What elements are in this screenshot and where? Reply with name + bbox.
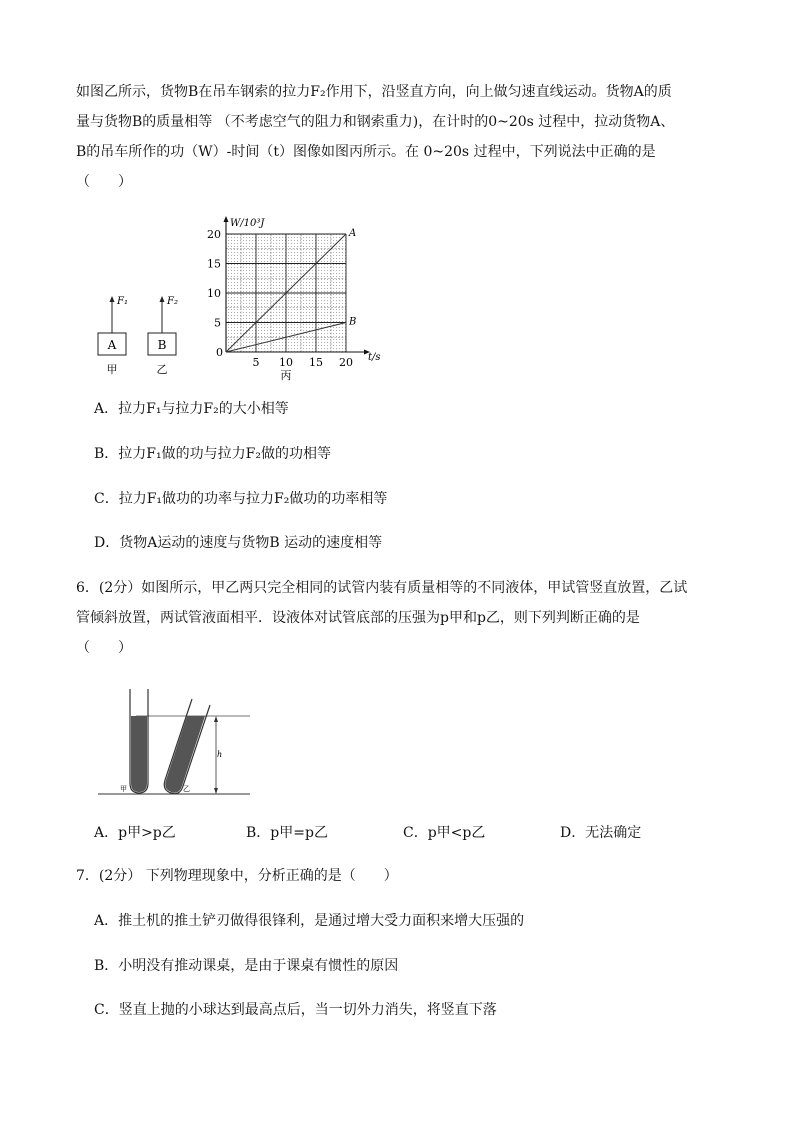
label-jia: 甲 xyxy=(120,785,127,793)
q6-stem-line-1: 6．(2分）如图所示，甲乙两只完全相同的试管内装有质量相等的不同液体，甲试管竖直放置，乙试 xyxy=(76,580,688,596)
label-bing: 丙 xyxy=(280,369,292,382)
q5-stem-line-2: 量与货物B的质量相等 （不考虑空气的阻力和钢索重力)，在计时的0~20s 过程中，拉动货物A、 xyxy=(76,114,675,130)
box-b-label: B xyxy=(157,338,167,352)
q5-answer-bracket: （ ） xyxy=(76,174,132,190)
q6-option-c[interactable]: C．p甲<p乙 xyxy=(403,825,486,841)
label-yi: 乙 xyxy=(156,363,168,376)
q6-stem-line-2: 管倾斜放置，两试管液面相平．设液体对试管底部的压强为p甲和p乙，则下列判断正确的是 xyxy=(76,610,640,626)
x-tick-label: 10 xyxy=(279,356,293,369)
q5-force-figure xyxy=(90,290,190,380)
q7-option-b[interactable]: B．小明没有推动课桌，是由于课桌有惯性的原因 xyxy=(94,958,399,974)
series-label-b: B xyxy=(349,316,357,328)
series-label-a: A xyxy=(349,228,357,239)
label-yi: 乙 xyxy=(183,785,190,793)
q6-option-d[interactable]: D．无法确定 xyxy=(560,825,642,841)
x-tick-label: 5 xyxy=(252,356,260,369)
liquid-jia xyxy=(131,716,147,792)
q5-option-d[interactable]: D．货物A运动的速度与货物B 运动的速度相等 xyxy=(94,535,383,551)
force-a-label: F₁ xyxy=(117,296,128,307)
q5-wt-chart xyxy=(200,212,390,382)
q6-option-b[interactable]: B．p甲=p乙 xyxy=(246,825,328,841)
x-tick-label: 20 xyxy=(339,356,353,369)
q5-stem-line-3: B的吊车所作的功（W）-时间（t）图像如图丙所示。在 0~20s 过程中，下列说法中正确的是 xyxy=(76,144,656,160)
y-axis-label: W/10³J xyxy=(230,218,265,229)
origin-label: 0 xyxy=(216,346,223,359)
y-tick-label: 15 xyxy=(207,257,221,271)
q6-test-tube-figure xyxy=(96,685,256,800)
q5-option-c[interactable]: C．拉力F₁做功的功率与拉力F₂做功的功率相等 xyxy=(94,491,388,507)
force-b-label: F₂ xyxy=(167,296,178,307)
q5-option-b[interactable]: B．拉力F₁做的功与拉力F₂做的功相等 xyxy=(94,446,331,462)
y-tick-label: 5 xyxy=(214,316,221,330)
q6-option-a[interactable]: A．p甲>p乙 xyxy=(94,825,176,841)
q7-option-c[interactable]: C．竖直上抛的小球达到最高点后，当一切外力消失，将竖直下落 xyxy=(94,1002,497,1018)
q5-stem-line-1: 如图乙所示，货物B在吊车钢索的拉力F₂作用下，沿竖直方向，向上做匀速直线运动。货物A的质 xyxy=(76,84,672,100)
q7-option-a[interactable]: A．推土机的推土铲刃做得很锋利，是通过增大受力面积来增大压强的 xyxy=(94,913,525,929)
box-a-label: A xyxy=(107,338,117,352)
x-axis-label: t/s xyxy=(368,352,381,363)
label-h: h xyxy=(217,750,223,759)
y-tick-label: 10 xyxy=(207,287,221,300)
q7-stem: 7．(2分） 下列物理现象中，分析正确的是（ ） xyxy=(76,868,398,884)
label-jia: 甲 xyxy=(106,363,118,376)
y-tick-label: 20 xyxy=(207,228,221,241)
q5-option-a[interactable]: A．拉力F₁与拉力F₂的大小相等 xyxy=(94,401,289,417)
q6-answer-bracket: （ ） xyxy=(76,640,132,656)
x-tick-label: 15 xyxy=(309,356,323,369)
y-axis-arrow xyxy=(224,216,229,222)
